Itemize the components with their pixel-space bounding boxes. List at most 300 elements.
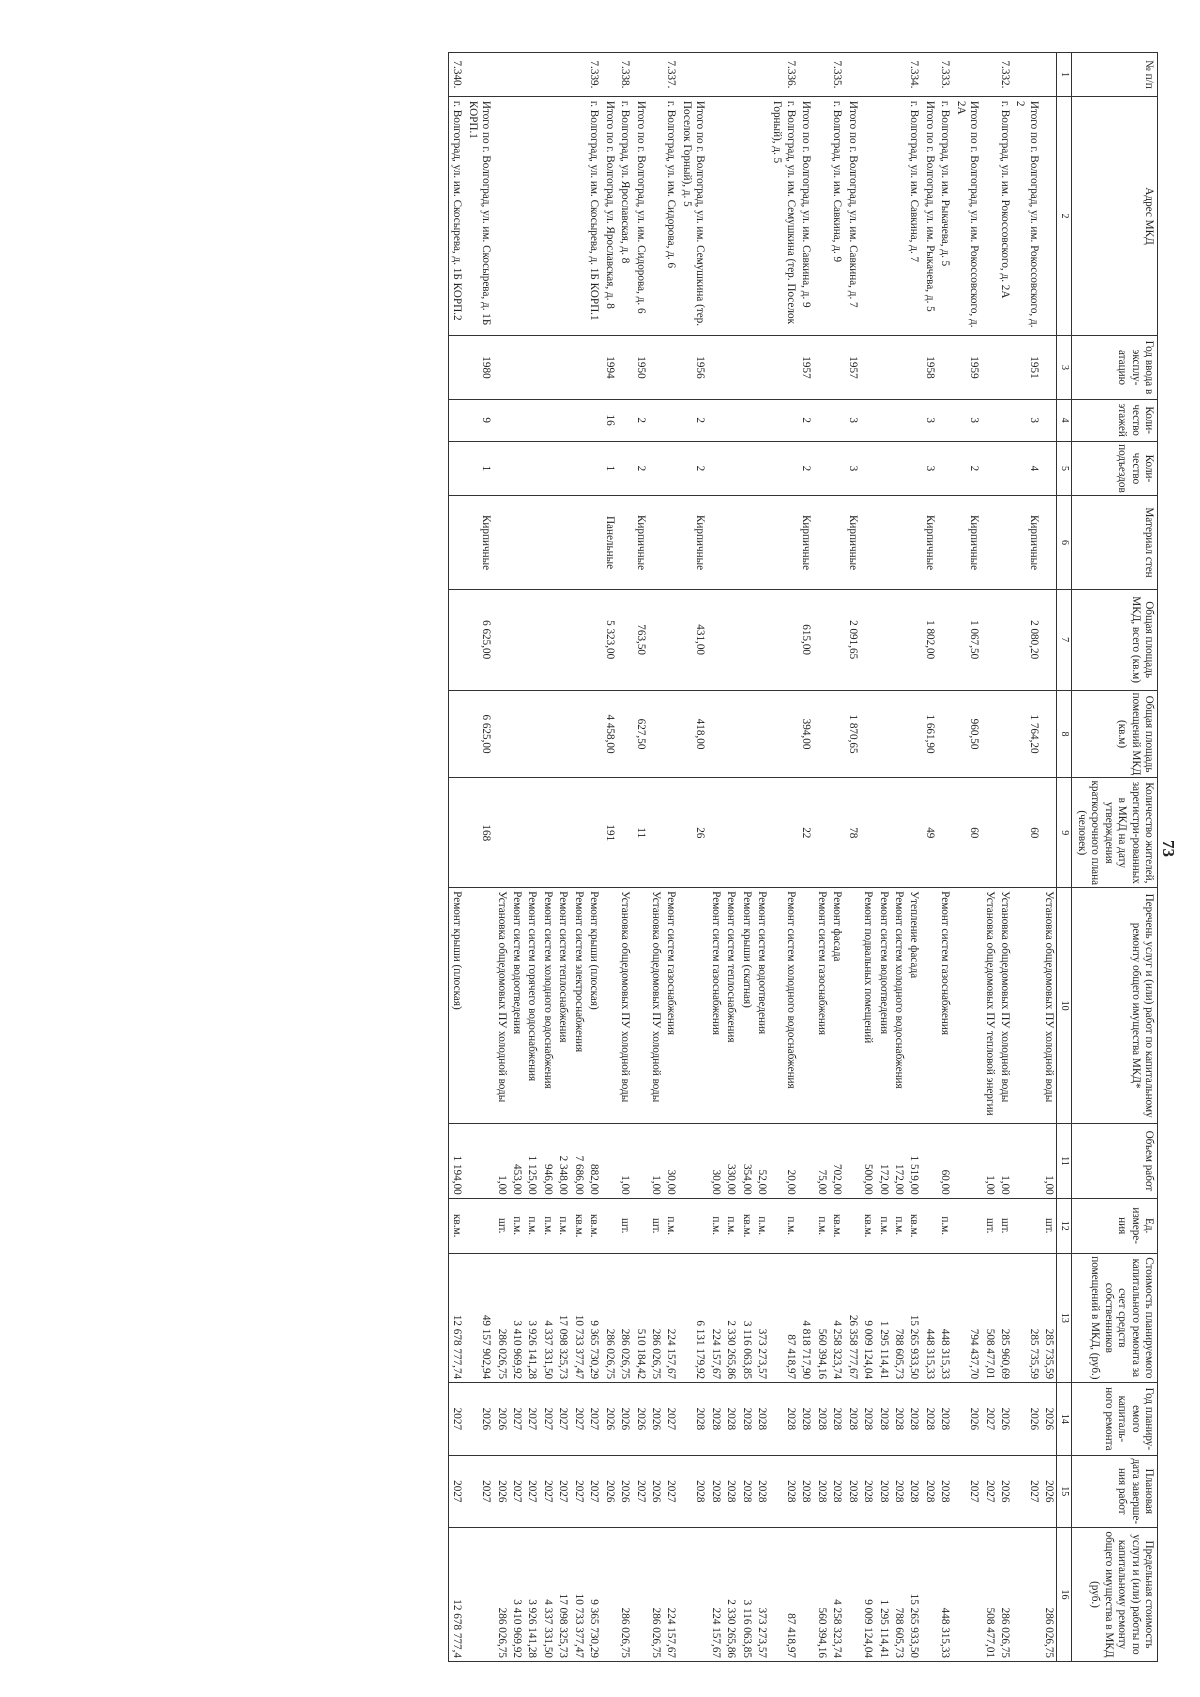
wall-material-cell [891,496,906,589]
address-cell [860,96,875,335]
address-cell: Итого по г. Волгоград, ул. им. Сидорова, д. 6 [632,96,647,335]
completion-date-cell: 2027 [540,1455,555,1527]
work-volume-cell: 354,00 [738,1124,753,1199]
total-area-cell [906,589,921,690]
work-item-cell: Ремонт систем водоотведения [509,888,524,1124]
wall-material-cell [997,496,1012,589]
premises-area-cell [829,690,844,778]
residents-cell: 78 [844,778,859,888]
premises-area-cell [509,690,524,778]
completion-date-cell: 2027 [632,1455,647,1527]
table-row [601,53,616,1662]
work-volume-cell [1012,1124,1041,1199]
row-number-cell [632,53,647,97]
wall-material-cell: Кирпичные [952,496,981,589]
work-volume-cell: 7 686,00 [570,1124,585,1199]
header-works-list: Перечень услуг и (или) работ по капитальному ремонту общего имущества МКД* [1072,888,1158,1124]
residents-cell [723,778,738,888]
residents-cell [875,778,890,888]
work-item-cell: Ремонт крыши (скатная) [738,888,753,1124]
planned-year-cell: 2027 [981,1383,996,1455]
entrances-cell: 4 [1012,441,1041,496]
wall-material-cell: Кирпичные [921,496,936,589]
total-area-cell: 1 067,50 [952,589,981,690]
residents-cell [937,778,952,888]
floors-cell [906,399,921,441]
address-cell: Итого по г. Волгоград, ул. им. Рыкачева, д. 5 [921,96,936,335]
year-built-cell [875,336,890,400]
unit-cell [601,1198,616,1253]
unit-cell [1012,1198,1041,1253]
work-volume-cell: 500,00 [860,1124,875,1199]
unit-cell: п.м. [875,1198,890,1253]
row-number-cell [875,53,890,97]
entrances-cell [860,441,875,496]
max-cost-cell [1012,1528,1041,1662]
wall-material-cell: Кирпичные [798,496,813,589]
address-cell: Итого по г. Волгоград, ул. им. Рокоссовского, д. 2 [1012,96,1041,335]
table-row [648,53,663,1662]
max-cost-cell: 17 098 325,73 [555,1528,570,1662]
year-built-cell: 1959 [952,336,981,400]
table-row [540,53,555,1662]
completion-date-cell: 2028 [738,1455,753,1527]
premises-area-cell [707,690,722,778]
work-volume-cell: 330,00 [723,1124,738,1199]
work-item-cell: Ремонт фасада [829,888,844,1124]
column-number: 16 [1057,1528,1072,1662]
table-row [829,53,844,1662]
residents-cell [860,778,875,888]
max-cost-cell: 286 026,75 [648,1528,663,1662]
premises-area-cell [555,690,570,778]
work-item-cell [632,888,647,1124]
work-volume-cell: 1 519,00 [906,1124,921,1199]
residents-cell [493,778,508,888]
planned-year-cell: 2028 [875,1383,890,1455]
column-number: 6 [1057,496,1072,589]
work-item-cell: Ремонт систем теплоснабжения [555,888,570,1124]
entrances-cell: 1 [464,441,493,496]
table-row [798,53,813,1662]
planned-cost-cell: 1 295 114,41 [875,1253,890,1383]
unit-cell: п.м. [509,1198,524,1253]
address-cell: г. Волгоград, ул. им. Рокоссовского, д. 2А [997,96,1012,335]
residents-cell: 11 [632,778,647,888]
total-area-cell [769,589,798,690]
table-row [663,53,678,1662]
entrances-cell [813,441,828,496]
planned-cost-cell: 286 026,75 [617,1253,632,1383]
work-volume-cell: 1 194,00 [448,1124,464,1199]
wall-material-cell [540,496,555,589]
max-cost-cell: 12 678 777,4 [448,1528,464,1662]
year-built-cell [769,336,798,400]
wall-material-cell [586,496,601,589]
year-built-cell: 1958 [921,336,936,400]
year-built-cell [906,336,921,400]
row-number-cell: 7.334. [906,53,921,97]
planned-cost-cell: 285 735,59 [1012,1253,1041,1383]
work-volume-cell: 1,00 [1041,1124,1057,1199]
planned-cost-cell: 4 258 323,74 [829,1253,844,1383]
work-item-cell: Ремонт систем горячего водоснабжения [524,888,539,1124]
work-volume-cell: 1 125,00 [524,1124,539,1199]
unit-cell [921,1198,936,1253]
completion-date-cell: 2028 [906,1455,921,1527]
floors-cell [723,399,738,441]
floors-cell: 3 [952,399,981,441]
work-item-cell [678,888,707,1124]
column-number: 12 [1057,1198,1072,1253]
entrances-cell [586,441,601,496]
entrances-cell [555,441,570,496]
entrances-cell [493,441,508,496]
premises-area-cell: 1 764,20 [1012,690,1041,778]
entrances-cell [524,441,539,496]
unit-cell: кв.м. [570,1198,585,1253]
max-cost-cell: 508 477,01 [981,1528,996,1662]
planned-cost-cell: 15 265 933,50 [906,1253,921,1383]
planned-cost-cell: 3 116 063,85 [738,1253,753,1383]
header-max-cost: Предельная стоимость услуги и (или) работы по капитальному ремонту общего имущества в МКД (руб.) [1072,1528,1158,1662]
unit-cell: шт. [617,1198,632,1253]
address-cell: г. Волгоград, ул. им. Савкина, д. 7 [906,96,921,335]
row-number-cell [860,53,875,97]
max-cost-cell: 286 026,75 [997,1528,1012,1662]
floors-cell [448,399,464,441]
residents-cell [570,778,585,888]
work-volume-cell: 453,00 [509,1124,524,1199]
address-cell: г. Волгоград, ул. им. Скосырева, д. 1Б КОРП.2 [448,96,464,335]
column-number: 1 [1057,53,1072,97]
completion-date-cell: 2028 [813,1455,828,1527]
year-built-cell [540,336,555,400]
entrances-cell [1041,441,1057,496]
year-built-cell [617,336,632,400]
completion-date-cell: 2026 [617,1455,632,1527]
residents-cell: 191 [601,778,616,888]
planned-year-cell: 2028 [754,1383,769,1455]
total-area-cell [875,589,890,690]
unit-cell: шт. [648,1198,663,1253]
max-cost-cell [952,1528,981,1662]
entrances-cell: 2 [678,441,707,496]
address-cell: Итого по г. Волгоград, ул. им. Савкина, д. 9 [798,96,813,335]
wall-material-cell [937,496,952,589]
premises-area-cell [891,690,906,778]
floors-cell [937,399,952,441]
address-cell [555,96,570,335]
address-cell [1041,96,1057,335]
entrances-cell [829,441,844,496]
completion-date-cell: 2026 [648,1455,663,1527]
header-total-area: Общая площадь МКД, всего (кв.м) [1072,589,1158,690]
premises-area-cell: 394,00 [798,690,813,778]
unit-cell [844,1198,859,1253]
max-cost-cell [678,1528,707,1662]
unit-cell: кв.м. [906,1198,921,1253]
total-area-cell: 6 625,00 [464,589,493,690]
work-volume-cell: 1,00 [997,1124,1012,1199]
completion-date-cell: 2028 [844,1455,859,1527]
total-area-cell [997,589,1012,690]
address-cell: Итого по г. Волгоград, ул. им. Рокоссовского, д. 2А [952,96,981,335]
year-built-cell [493,336,508,400]
premises-area-cell: 6 625,00 [464,690,493,778]
table-row [981,53,996,1662]
wall-material-cell: Кирпичные [1012,496,1041,589]
unit-cell: п.м. [769,1198,798,1253]
table-row [844,53,859,1662]
work-volume-cell [601,1124,616,1199]
table-row [860,53,875,1662]
work-item-cell: Ремонт систем водоотведения [875,888,890,1124]
unit-cell [464,1198,493,1253]
year-built-cell [813,336,828,400]
work-item-cell [952,888,981,1124]
entrances-cell: 3 [844,441,859,496]
residents-cell: 49 [921,778,936,888]
residents-cell: 60 [952,778,981,888]
wall-material-cell [524,496,539,589]
premises-area-cell: 1 870,65 [844,690,859,778]
row-number-cell [844,53,859,97]
entrances-cell: 1 [601,441,616,496]
floors-cell [586,399,601,441]
floors-cell [648,399,663,441]
planned-cost-cell: 87 418,97 [769,1253,798,1383]
entrances-cell [754,441,769,496]
header-completion-date: Плановая дата заверше-ния работ [1072,1455,1158,1527]
floors-cell [509,399,524,441]
planned-cost-cell: 286 026,75 [493,1253,508,1383]
floors-cell [829,399,844,441]
work-item-cell: Ремонт крыши (плоская) [586,888,601,1124]
column-number: 7 [1057,589,1072,690]
table-row [617,53,632,1662]
entrances-cell [448,441,464,496]
floors-cell [540,399,555,441]
max-cost-cell [921,1528,936,1662]
year-built-cell [648,336,663,400]
wall-material-cell [723,496,738,589]
work-volume-cell: 1,00 [981,1124,996,1199]
work-item-cell: Установка общедомовых ПУ холодной воды [493,888,508,1124]
planned-cost-cell: 10 733 377,47 [570,1253,585,1383]
planned-cost-cell: 4 818 717,90 [798,1253,813,1383]
work-volume-cell: 1,00 [493,1124,508,1199]
row-number-cell: 7.338. [617,53,632,97]
planned-year-cell: 2027 [586,1383,601,1455]
year-built-cell [707,336,722,400]
floors-cell [769,399,798,441]
table-row [678,53,707,1662]
planned-year-cell: 2026 [601,1383,616,1455]
header-volume: Объем работ [1072,1124,1158,1199]
completion-date-cell: 2028 [860,1455,875,1527]
premises-area-cell [570,690,585,778]
column-number: 8 [1057,690,1072,778]
planned-cost-cell: 286 026,75 [648,1253,663,1383]
row-number-cell [738,53,753,97]
planned-year-cell: 2026 [493,1383,508,1455]
address-cell: г. Волгоград, ул. им. Сидорова, д. 6 [663,96,678,335]
column-number: 9 [1057,778,1072,888]
entrances-cell [648,441,663,496]
table-row [632,53,647,1662]
entrances-cell [997,441,1012,496]
premises-area-cell [937,690,952,778]
planned-year-cell: 2026 [648,1383,663,1455]
total-area-cell: 763,50 [632,589,647,690]
unit-cell: кв.м. [586,1198,601,1253]
header-residents: Количество жителей, зарегистри-рованных в МКД на дату утверждения краткосрочного плана (человек) [1072,778,1158,888]
page-number: 73 [1159,840,1178,857]
unit-cell: п.м. [707,1198,722,1253]
unit-cell [632,1198,647,1253]
planned-cost-cell: 2 330 265,86 [723,1253,738,1383]
planned-year-cell: 2028 [891,1383,906,1455]
address-cell [509,96,524,335]
address-cell [723,96,738,335]
header-premises-area: Общая площадь помещений МКД (кв.м) [1072,690,1158,778]
entrances-cell [723,441,738,496]
unit-cell: шт. [997,1198,1012,1253]
year-built-cell [754,336,769,400]
address-cell [738,96,753,335]
work-item-cell: Ремонт систем теплоснабжения [723,888,738,1124]
floors-cell: 3 [1012,399,1041,441]
premises-area-cell: 418,00 [678,690,707,778]
header-num: № п/п [1072,53,1158,97]
work-item-cell [844,888,859,1124]
premises-area-cell [1041,690,1057,778]
total-area-cell [648,589,663,690]
completion-date-cell: 2027 [570,1455,585,1527]
row-number-cell [493,53,508,97]
max-cost-cell: 224 157,67 [663,1528,678,1662]
planned-year-cell: 2026 [617,1383,632,1455]
completion-date-cell: 2027 [464,1455,493,1527]
wall-material-cell: Кирпичные [678,496,707,589]
wall-material-cell [493,496,508,589]
unit-cell [678,1198,707,1253]
completion-date-cell: 2027 [981,1455,996,1527]
floors-cell: 2 [632,399,647,441]
planned-cost-cell: 510 184,42 [632,1253,647,1383]
row-number-cell [524,53,539,97]
work-volume-cell: 1,00 [648,1124,663,1199]
work-item-cell: Ремонт систем газоснабжения [707,888,722,1124]
table-row [997,53,1012,1662]
row-number-cell [798,53,813,97]
completion-date-cell: 2027 [509,1455,524,1527]
planned-year-cell: 2028 [937,1383,952,1455]
work-volume-cell [464,1124,493,1199]
completion-date-cell: 2028 [829,1455,844,1527]
total-area-cell [570,589,585,690]
header-year-built: Год ввода в эксплу-атацию [1072,336,1158,400]
total-area-cell [493,589,508,690]
max-cost-cell: 286 026,75 [617,1528,632,1662]
work-volume-cell: 702,00 [829,1124,844,1199]
work-volume-cell: 30,00 [707,1124,722,1199]
planned-year-cell: 2027 [570,1383,585,1455]
row-number-cell [509,53,524,97]
year-built-cell [738,336,753,400]
row-number-cell [601,53,616,97]
work-item-cell [798,888,813,1124]
planned-year-cell: 2028 [769,1383,798,1455]
wall-material-cell [829,496,844,589]
work-item-cell: Ремонт систем электроснабжения [570,888,585,1124]
completion-date-cell: 2027 [555,1455,570,1527]
floors-cell [1041,399,1057,441]
floors-cell [754,399,769,441]
unit-cell: п.м. [723,1198,738,1253]
unit-cell: п.м. [937,1198,952,1253]
address-cell: г. Волгоград, ул. им. Семушкина (тер. Поселок Горный), д. 5 [769,96,798,335]
wall-material-cell [555,496,570,589]
entrances-cell [663,441,678,496]
residents-cell [555,778,570,888]
unit-cell: кв.м. [738,1198,753,1253]
planned-year-cell: 2028 [798,1383,813,1455]
row-number-cell [648,53,663,97]
wall-material-cell [813,496,828,589]
residents-cell [981,778,996,888]
total-area-cell [829,589,844,690]
address-cell: г. Волгоград, ул. им. Савкина, д. 9 [829,96,844,335]
max-cost-cell: 373 273,57 [754,1528,769,1662]
completion-date-cell: 2027 [1012,1455,1041,1527]
year-built-cell [509,336,524,400]
year-built-cell: 1951 [1012,336,1041,400]
work-item-cell: Ремонт систем водоотведения [754,888,769,1124]
work-volume-cell: 946,00 [540,1124,555,1199]
row-number-cell: 7.333. [937,53,952,97]
completion-date-cell: 2028 [937,1455,952,1527]
address-cell [981,96,996,335]
planned-year-cell: 2027 [555,1383,570,1455]
total-area-cell [555,589,570,690]
floors-cell: 2 [798,399,813,441]
planned-cost-cell: 6 131 179,92 [678,1253,707,1383]
year-built-cell [860,336,875,400]
planned-cost-cell: 4 337 331,50 [540,1253,555,1383]
max-cost-cell: 560 394,16 [813,1528,828,1662]
floors-cell [981,399,996,441]
planned-cost-cell: 448 315,33 [921,1253,936,1383]
max-cost-cell: 3 926 141,28 [524,1528,539,1662]
address-cell [648,96,663,335]
max-cost-cell: 87 418,97 [769,1528,798,1662]
header-floors: Коли-чество этажей [1072,399,1158,441]
residents-cell [997,778,1012,888]
wall-material-cell [754,496,769,589]
residents-cell [769,778,798,888]
column-number: 13 [1057,1253,1072,1383]
header-row [1072,53,1158,1662]
row-number-cell [464,53,493,97]
wall-material-cell: Кирпичные [844,496,859,589]
column-number: 11 [1057,1124,1072,1199]
floors-cell: 16 [601,399,616,441]
entrances-cell [875,441,890,496]
floors-cell [813,399,828,441]
residents-cell [448,778,464,888]
